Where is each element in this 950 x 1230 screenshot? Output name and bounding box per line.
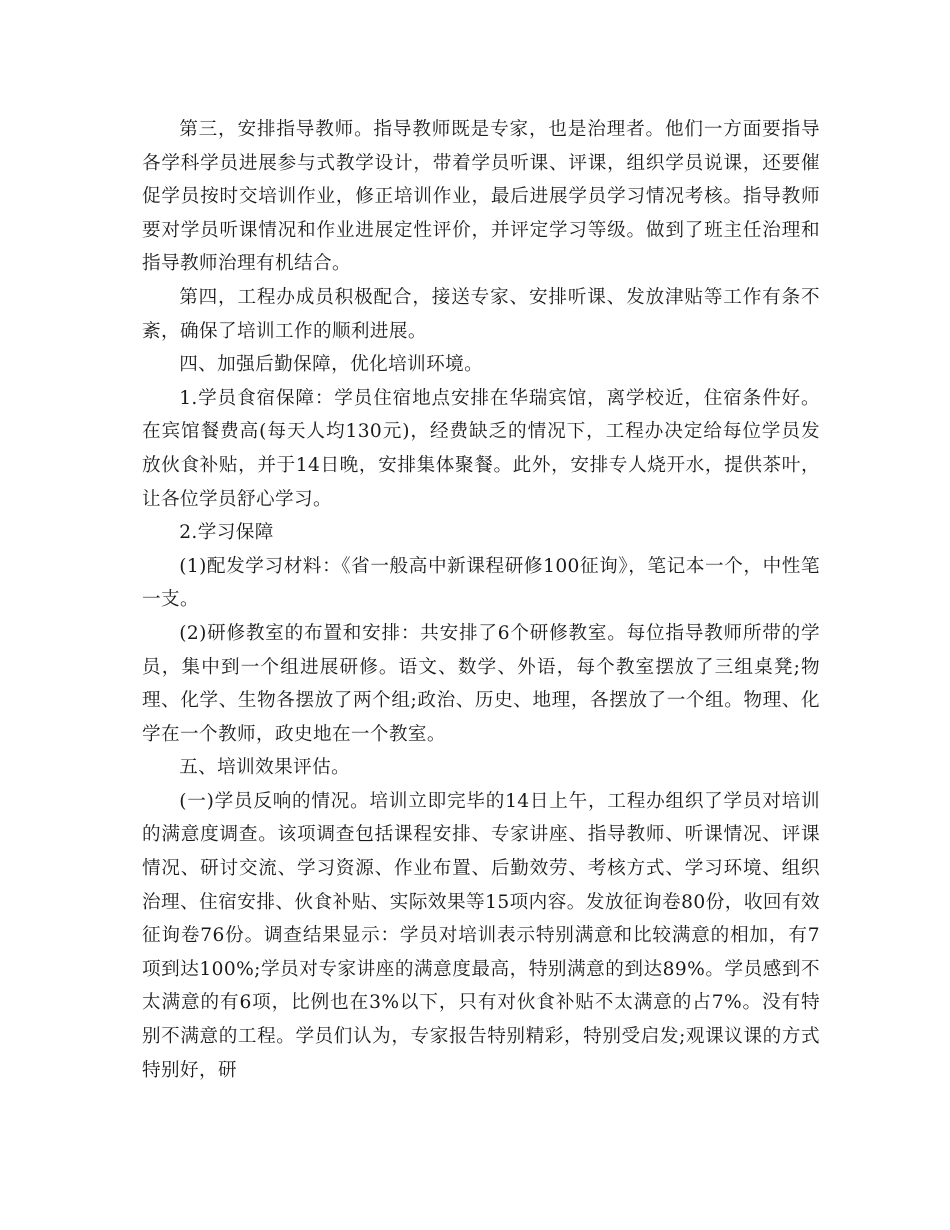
document-body — [142, 113, 820, 1087]
paragraph-accommodation: 1.学员食宿保障：学员住宿地点安排在华瑞宾馆，离学校近，住宿条件好。在宾馆餐费高(每天人均130元)，经费缺乏的情况下，工程办决定给每位学员发放伙食补贴，并于14日晚，安排集体聚餐。此外，安排专人烧开水，提供茶叶，让各位学员舒心学习。 — [142, 387, 820, 510]
section-heading-evaluation: 五、培训效果评估。 — [179, 757, 351, 779]
paragraph-third-arrangement: 第三，安排指导教师。指导教师既是专家，也是治理者。他们一方面要指导各学科学员进展参与式教学设计，带着学员听课、评课，组织学员说课，还要催促学员按时交培训作业，修正培训作业，最后进展学员学习情况考核。指导教师要对学员听课情况和作业进展定性评价，并评定学习等级。做到了班主任治理和指导教师治理有机结合。 — [142, 119, 820, 275]
subheading-study-support: 2.学习保障 — [179, 522, 274, 544]
paragraph-fourth-office: 第四，工程办成员积极配合，接送专家、安排听课、发放津贴等工作有条不紊，确保了培训工作的顺利进展。 — [142, 286, 820, 342]
paragraph-materials: (1)配发学习材料：《省一般高中新课程研修100征询》，笔记本一个，中性笔一支。 — [142, 555, 820, 611]
paragraph-feedback: (一)学员反响的情况。培训立即完毕的14日上午，工程办组织了学员对培训的满意度调查。该项调查包括课程安排、专家讲座、指导教师、听课情况、评课情况、研讨交流、学习资源、作业布置、后勤效劳、考核方式、学习环境、组织治理、住宿安排、伙食补贴、实际效果等15项内容。发放征询卷80份，收回有效征询卷76份。调查结果显示：学员对培训表示特别满意和比较满意的相加，有7项到达100%;学员对专家讲座的满意度最高，特别满意的到达89%。学员感到不太满意的有6项，比例也在3%以下，只有对伙食补贴不太满意的占7%。没有特别不满意的工程。学员们认为，专家报告特别精彩，特别受启发;观课议课的方式特别好，研 — [142, 790, 820, 1081]
paragraph-classrooms: (2)研修教室的布置和安排：共安排了6个研修教室。每位指导教师所带的学员，集中到一个组进展研修。语文、数学、外语，每个教室摆放了三组桌凳;物理、化学、生物各摆放了两个组;政治、历史、地理，各摆放了一个组。物理、化学在一个教师，政史地在一个教室。 — [142, 622, 820, 745]
section-heading-logistics: 四、加强后勤保障，优化培训环境。 — [179, 354, 484, 376]
